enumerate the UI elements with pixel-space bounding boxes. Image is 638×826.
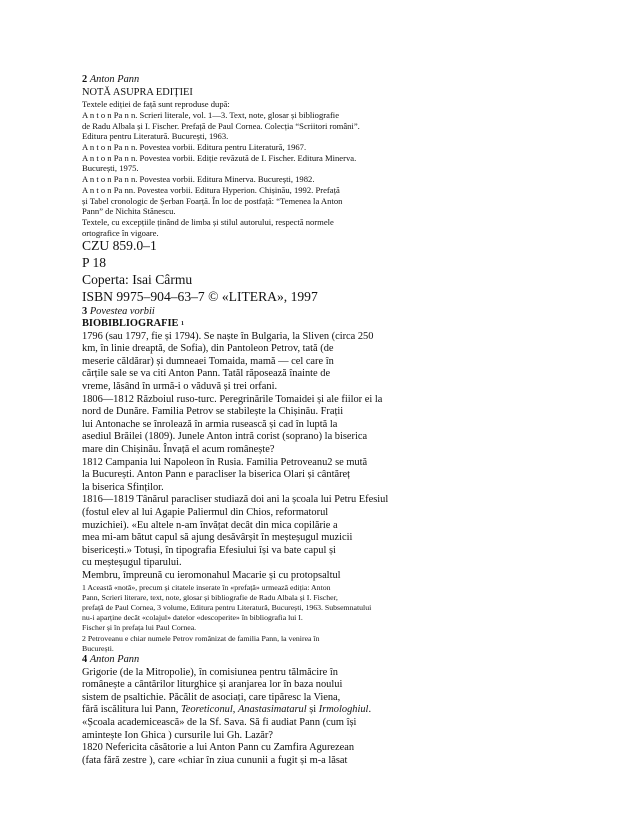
footnotes: [82, 583, 582, 654]
line-prefix: fără iscălitura lui Pann,: [82, 704, 181, 716]
nota-line: Textele ediției de față sunt reproduse după:: [82, 99, 230, 110]
running-author: Anton Pann: [89, 654, 140, 665]
body-line: Grigorie (de la Mitropolie), în comisiunea pentru tălmăcire în: [82, 666, 338, 678]
bio-line: Membru, împreună cu ieromonahul Macarie și cu protopsaltul: [82, 569, 341, 581]
bio-title-text: BIOBIBLIOGRAFIE: [82, 318, 179, 330]
running-title: Povestea vorbii: [89, 305, 155, 317]
book-title: Irmologhiul: [318, 704, 369, 716]
body-line: amintește Ion Ghica ) cursurile lui Gh. Lazăr?: [82, 729, 273, 741]
nota-line: ortografice în vigoare.: [82, 227, 159, 238]
bio-line: 1806—1812 Războiul ruso-turc. Peregrinările Tomaidei și ale fiilor ei la: [82, 393, 383, 405]
body-line: «Școala academicească» de la Sf. Sava. Să fi audiat Pann (cum își: [82, 716, 357, 728]
bio-line: 1796 (sau 1797, fie și 1794). Se naște în Bulgaria, la Sliven (circa 250: [82, 330, 374, 342]
body-line: 1820 Nefericita căsătorie a lui Anton Pann cu Zamfira Agurezean: [82, 742, 355, 754]
bio-line: nord de Dunăre. Familia Petrov se stabilește la Chișinău. Frații: [82, 406, 344, 418]
book-title: Teoreticonul: [180, 704, 233, 716]
bio-line: (fostul elev al lui Agapie Paliermul din Chios, reformatorul: [82, 507, 329, 519]
book-title: Anastasimatarul: [237, 704, 307, 716]
footnote-line: prefață de Paul Cornea, 3 volume, Editura pentru Literatură, București, 1963. Subsemnatului: [82, 602, 372, 612]
cip-line: CZU 859.0–1: [82, 238, 157, 254]
separator: și: [306, 704, 319, 716]
bio-line: meserie căldărar) și dumneaei Tomaida, mamă — cel care în: [82, 355, 334, 367]
nota-line: Textele, cu excepțiile ținând de limba și stilul autorului, respectă normele: [82, 216, 334, 227]
page-2-header: [82, 74, 582, 87]
nota-line: A n t o n Pa n n. Povestea vorbii. Editura Minerva. București, 1982.: [82, 174, 315, 185]
nota-line: Pann” de Nichita Stănescu.: [82, 206, 176, 217]
cip-line: Coperta: Isai Cârmu: [82, 271, 193, 287]
cip-block: [82, 238, 582, 305]
cip-line: P 18: [82, 255, 107, 271]
nota-line: A n t o n Pa n n. Povestea vorbii. Editura pentru Literatură, 1967.: [82, 142, 307, 152]
running-author: Anton Pann: [89, 74, 140, 85]
footnote-line: 1 Această «notă», precum și citatele inserate în «prefață» urmează ediția: Anton: [82, 582, 331, 592]
bio-line: la București. Anton Pann e paracliser la biserica Olari și cântăreț: [82, 469, 351, 481]
cip-line: ISBN 9975–904–63–7 © «LITERA», 1997: [82, 288, 318, 304]
nota-line: de Radu Albala și I. Fischer. Prefață de Paul Cornea. Colecția “Scriitori români”.: [82, 120, 360, 131]
page-3-header: [82, 306, 582, 319]
bio-line: lui Antonache se înrolează în armia rusească și cad în luptă la: [82, 418, 338, 430]
footnote-line: Pann, Scrieri literare, text, note, glosar și bibliografie de Radu Albala și I. Fischer,: [82, 592, 338, 602]
bio-line: asediul Brăilei (1809). Junele Anton intră corist (soprano) la biserica: [82, 431, 368, 443]
bio-line: cărțile sale se va citi Anton Pann. Tatăl răposează înainte de: [82, 368, 331, 380]
nota-line: A n t o n Pa n n. Povestea vorbii. Ediție revăzută de I. Fischer. Editura Minerva.: [82, 152, 357, 163]
nota-title: NOTĂ ASUPRA EDIȚIEI: [82, 86, 193, 98]
footnote-line: București.: [82, 643, 114, 653]
footnote-line: 2 Petroveanu e chiar numele Petrov românizat de familia Pann, la venirea în: [82, 633, 320, 643]
body-line: sistem de psaltichie. Păcălit de asociați, care tipăresc la Viena,: [82, 691, 341, 703]
nota-line: și Tabel cronologic de Șerban Foarță. În loc de postfață: “Temenea la Anton: [82, 195, 343, 206]
footnote-line: nu-i aparține decât «colajul» datelor «descoperite» în bibliografia lui I.: [82, 613, 303, 623]
page-4-header: [82, 654, 582, 667]
bio-line: 1816—1819 Tânărul paracliser studiază doi ani la școala lui Petru Efesiul: [82, 494, 389, 506]
body-line: (fata fără zestre ), care «chiar în ziua cununii a fugit și m-a lăsat: [82, 754, 348, 766]
bio-line: cu meșteșugul tiparului.: [82, 557, 182, 569]
line-end: .: [368, 704, 372, 716]
bio-line: vreme, lăsând în urmă-i o văduvă și trei orfani.: [82, 381, 278, 393]
document-page: [82, 74, 582, 767]
bio-line: mea mi-am bătut capul să ajung desăvârșit în meșteșugul muzicii: [82, 532, 353, 544]
bio-line: mare din Chișinău. Învață el acum românește?: [82, 444, 275, 456]
bio-title: [82, 318, 582, 331]
nota-line: A n t o n Pa n n. Scrieri literale, vol. 1—3. Text, note, glosar și bibliografie: [82, 109, 340, 120]
body-line-with-titles: [82, 704, 582, 717]
page-number: 4: [82, 654, 88, 665]
page-4-body: [82, 667, 582, 768]
nota-line: București, 1975.: [82, 163, 139, 174]
nota-body: [82, 99, 582, 238]
page-number: 3: [82, 305, 88, 317]
nota-line: A n t o n Pa nn. Povestea vorbii. Editura Hyperion. Chișinău, 1992. Prefață: [82, 184, 340, 195]
bio-line: bisericești.» Totuși, în tipografia Efesiului își va bate capul și: [82, 544, 336, 556]
footnote-line: Fischer și în prefața lui Paul Cornea.: [82, 623, 197, 633]
bio-body: [82, 331, 582, 583]
separator: ,: [232, 704, 238, 716]
bio-line: 1812 Campania lui Napoleon în Rusia. Familia Petroveanu2 se mută: [82, 456, 368, 468]
bio-line: km, în linie dreaptă, de Sofia), din Pantoleon Petrov, tată (de: [82, 343, 334, 355]
nota-line: Editura pentru Literatură. București, 1963.: [82, 131, 229, 142]
bio-line: muzichiei). «Eu altele n-am învățat decât din mica copilărie a: [82, 519, 338, 531]
page-number: 2: [82, 74, 88, 85]
bio-line: la biserica Sfinților.: [82, 481, 164, 493]
footnote-marker: 1: [181, 321, 185, 328]
body-line: românește a cântărilor liturghice și aranjarea lor în baza noului: [82, 679, 343, 691]
